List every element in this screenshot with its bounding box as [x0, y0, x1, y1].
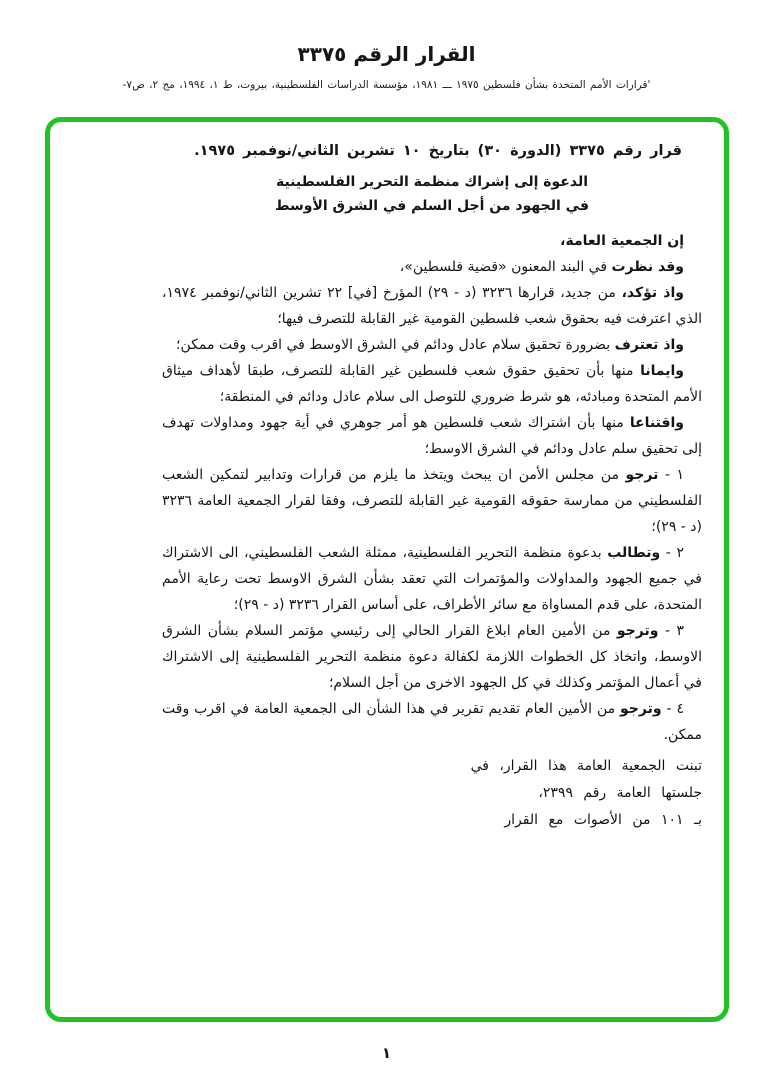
- adoption-note-line-3: بـ ١٠١ من الأصوات مع القرار: [504, 812, 702, 828]
- resolution-date-line: قرار رقم ٣٣٧٥ (الدورة ٣٠) بتاريخ ١٠ تشرين الثاني/نوفمبر ١٩٧٥.: [194, 143, 682, 159]
- adoption-note-line-2: جلستها العامة رقم ٢٣٩٩،: [538, 785, 702, 801]
- paragraph-text: منها بأن اشتراك شعب فلسطين هو أمر جوهري في أية جهود ومداولات تهدف إلى تحقيق سلم عادل ودائم في الشرق الاوسط؛: [162, 415, 702, 457]
- paragraph-lead: واذ تعترف: [614, 337, 684, 353]
- paragraph-number: ٣ -: [658, 623, 685, 639]
- paragraph-lead: وايمانا: [640, 363, 684, 379]
- paragraph-preamble-0: [162, 228, 702, 254]
- document-header: [0, 0, 773, 91]
- paragraph-number: ٢ -: [660, 545, 684, 561]
- paragraph-operative-2: [162, 540, 702, 618]
- adoption-note: [162, 753, 702, 834]
- paragraph-text: بضرورة تحقيق سلام عادل ودائم في الشرق الاوسط في اقرب وقت ممكن؛: [176, 337, 615, 353]
- paragraph-preamble-4: [162, 358, 702, 410]
- paragraph-operative-1: [162, 462, 702, 540]
- resolution-content: [50, 122, 724, 844]
- paragraph-operative-3: [162, 618, 702, 696]
- paragraph-lead: وتطالب: [607, 545, 661, 561]
- resolution-number-title: القرار الرقم ٣٣٧٥: [297, 42, 476, 66]
- paragraph-text: من الأمين العام تقديم تقرير في هذا الشأن الى الجمعية العامة في اقرب وقت ممكن.: [162, 701, 702, 743]
- paragraph-operative-4: [162, 696, 702, 748]
- resolution-title-line-2: في الجهود من أجل السلم في الشرق الأوسط: [275, 198, 589, 214]
- paragraph-lead: وترجو: [620, 701, 662, 717]
- adoption-note-line-1: تبنت الجمعية العامة هذا القرار، في: [470, 758, 702, 774]
- paragraph-preamble-1: [162, 254, 702, 280]
- paragraph-text: من مجلس الأمن ان يبحث ويتخذ ما يلزم من قرارات وتدابير لتمكين الشعب الفلسطيني من ممارسة حقوقه القومية غير القابلة للتصرف، وفقا لقرار الجمعية العامة ٣٢٣٦ (د - ٢٩)؛: [162, 467, 702, 535]
- resolution-title-line-1: الدعوة إلى إشراك منظمة التحرير الفلسطينية: [275, 174, 589, 190]
- resolution-box: [45, 117, 729, 1022]
- paragraph-lead: وترجو: [616, 623, 659, 639]
- paragraph-preamble-3: [162, 332, 702, 358]
- paragraph-lead: إن الجمعية العامة،: [560, 233, 684, 249]
- paragraph-text: في البند المعنون «قضية فلسطين»،: [399, 259, 612, 275]
- paragraph-text: منها بأن تحقيق حقوق شعب فلسطين غير القابلة للتصرف، طبقا لأهداف ميثاق الأمم المتحدة ومبادئه، هو شرط ضروري للتوصل الى سلام عادل ودائم في المنطقة؛: [162, 363, 702, 405]
- paragraph-number: ١ -: [658, 467, 685, 483]
- paragraph-text: بدعوة منظمة التحرير الفلسطينية، ممثلة الشعب الفلسطيني، الى الاشتراك في جميع الجهود والمداولات والمؤتمرات التي تعقد بشأن الشرق الاوسط تحت رعاية الأمم المتحدة، على قدم المساواة مع سائر الأطراف، على أساس القرار ٣٢٣٦ (د - ٢٩)؛: [162, 545, 702, 613]
- paragraph-text: من الأمين العام ابلاغ القرار الحالي إلى رئيسي مؤتمر السلام بشأن الشرق الاوسط، واتخاذ كل الخطوات اللازمة لكفالة دعوة منظمة التحرير الفلسطينية إلى الاشتراك في أعمال المؤتمر وكذلك في كل الجهود الاخرى من أجل السلام؛: [162, 623, 702, 691]
- paragraph-lead: واذ تؤكد،: [621, 285, 684, 301]
- paragraph-lead: واقتناعا: [629, 415, 684, 431]
- paragraph-number: ٤ -: [661, 701, 685, 717]
- paragraph-lead: ترجو: [625, 467, 659, 483]
- source-citation: 'قرارات الأمم المتحدة بشأن فلسطين ١٩٧٥ ـــ ١٩٨١، مؤسسة الدراسات الفلسطينية، بيروت، ط ١، ١٩٩٤، مج ٢، ص٧-: [122, 79, 651, 91]
- page-number: ١: [381, 1044, 392, 1062]
- paragraph-preamble-5: [162, 410, 702, 462]
- paragraph-lead: وقد نظرت: [611, 259, 684, 275]
- paragraph-text: من جديد، قرارها ٣٢٣٦ (د - ٢٩) المؤرخ [في] ٢٢ تشرين الثاني/نوفمبر ١٩٧٤، الذي اعترفت فيه بحقوق شعب فلسطين القومية غير القابلة للتصرف فيها؛: [162, 285, 702, 327]
- paragraph-preamble-2: [162, 280, 702, 332]
